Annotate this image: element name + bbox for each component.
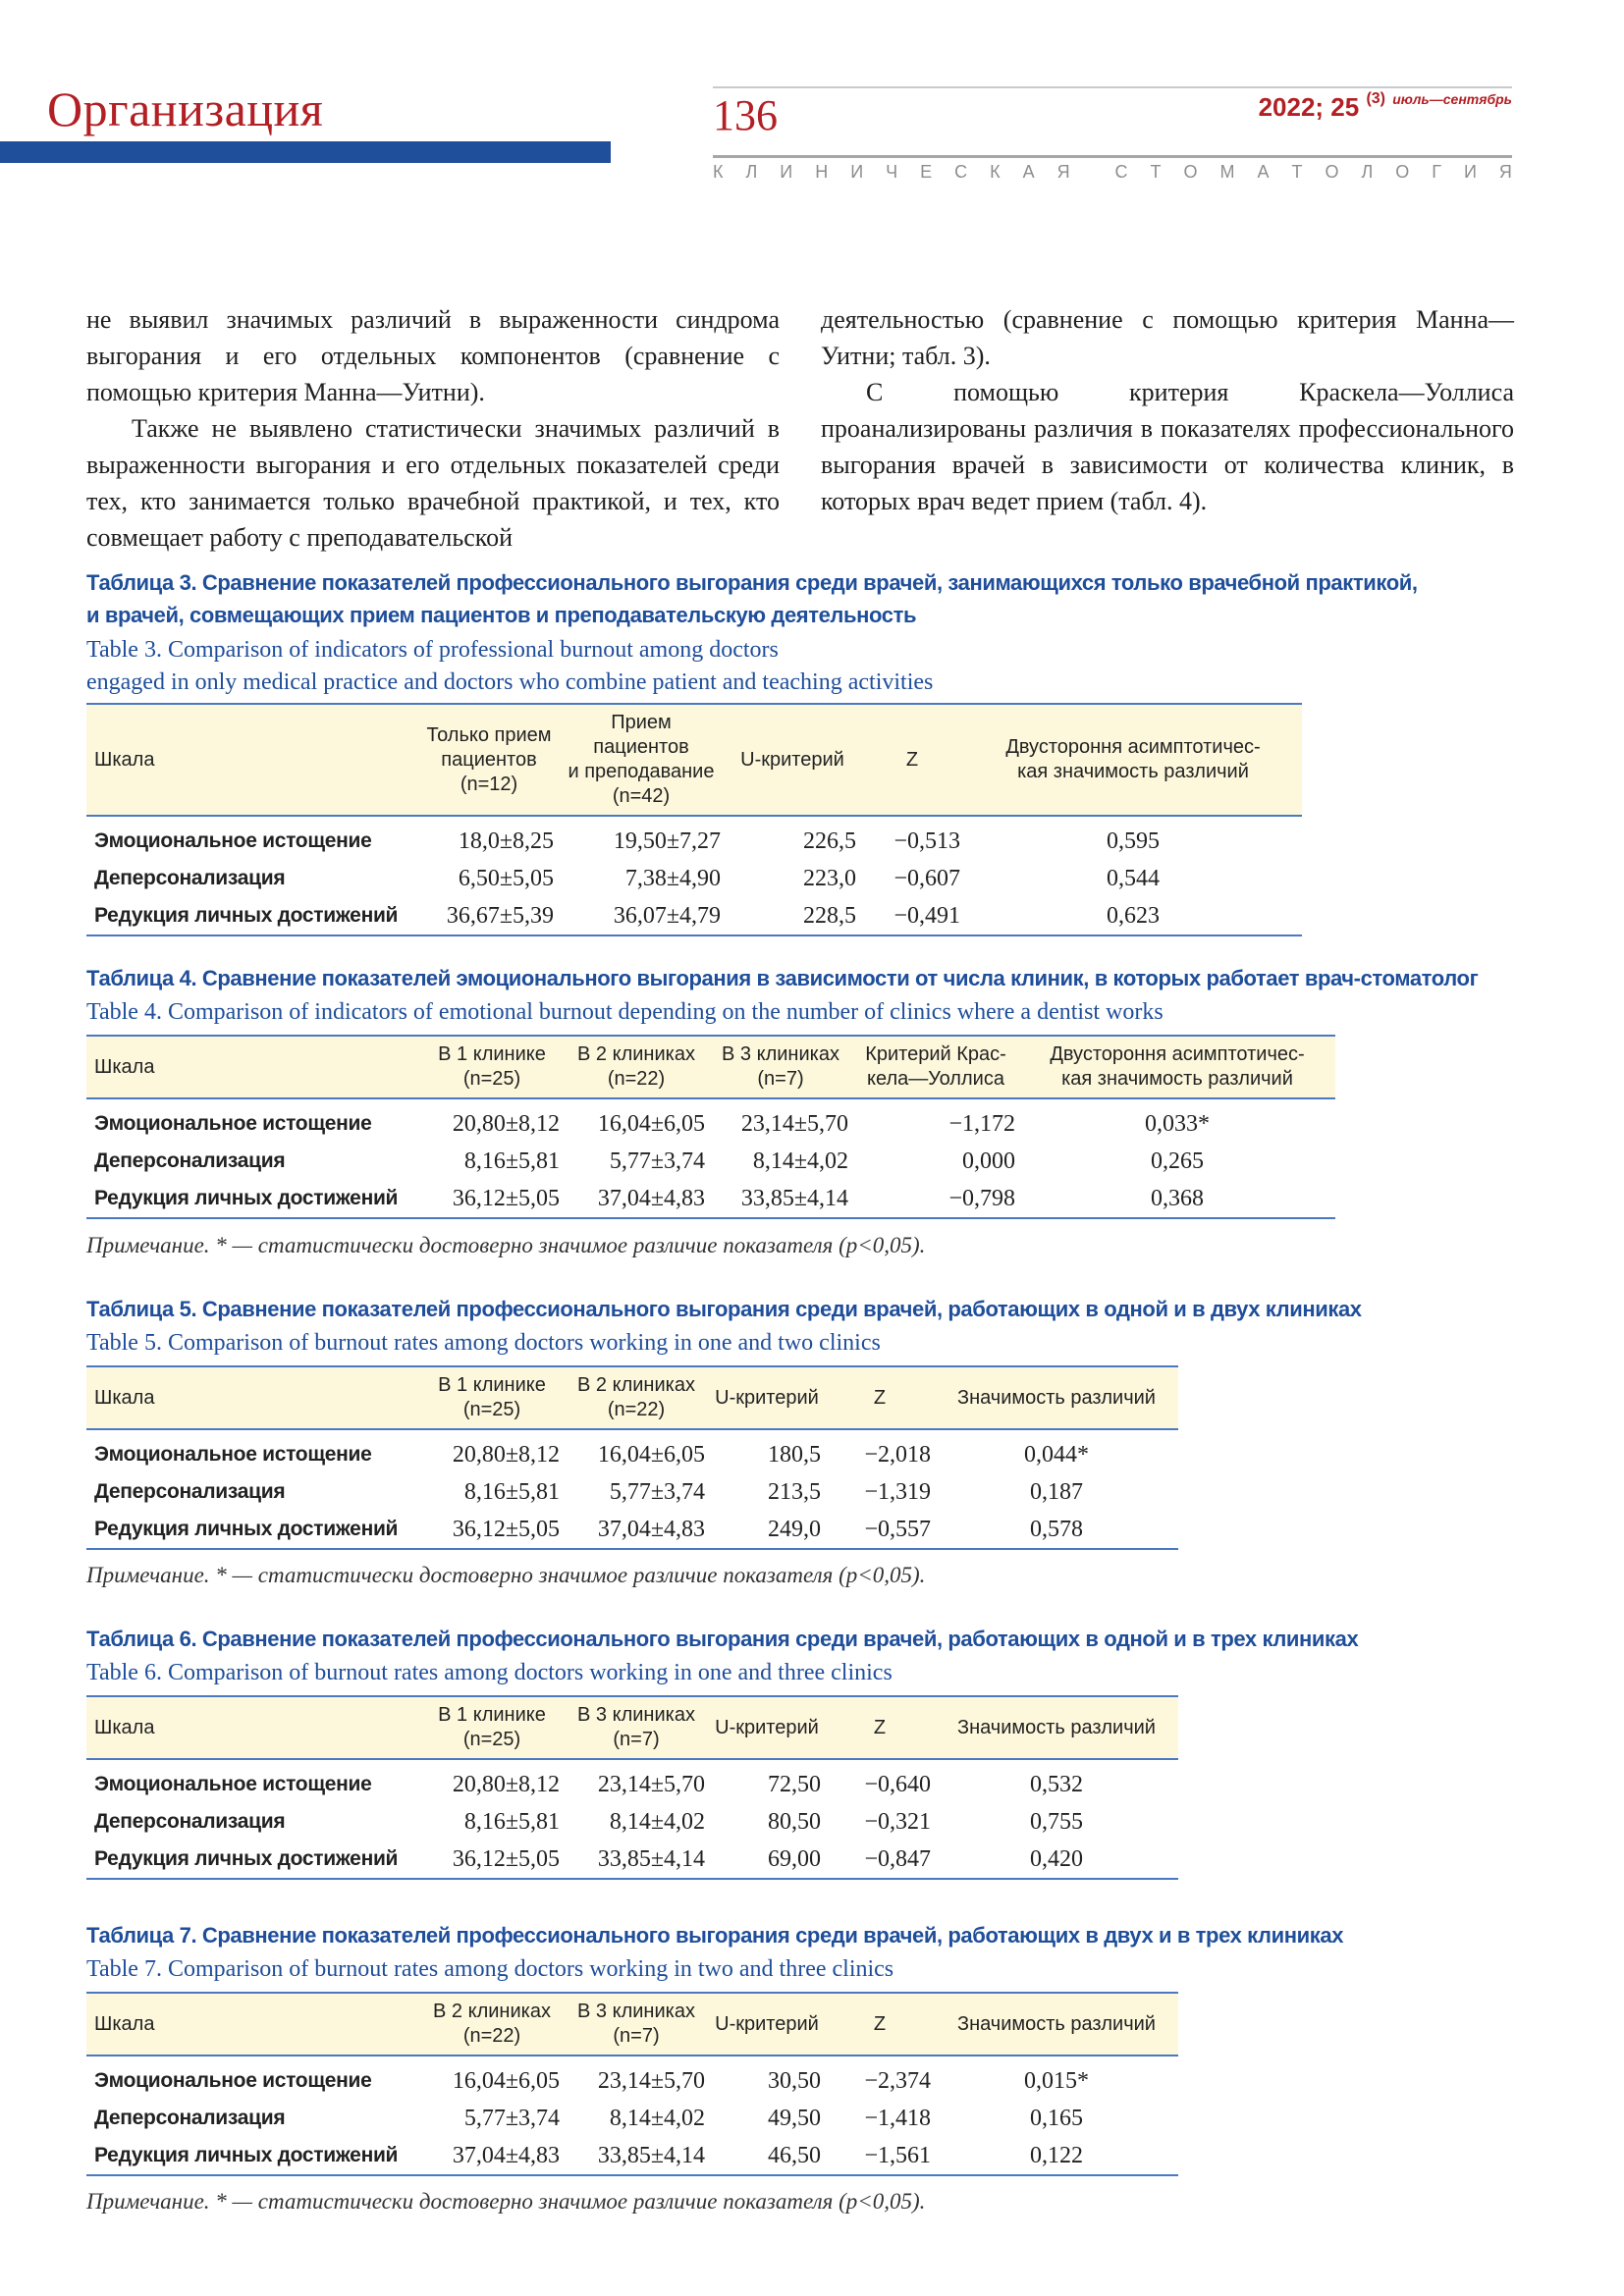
journal-letter: И (1464, 162, 1477, 182)
table-header-row (86, 1993, 1178, 2056)
table-row (86, 1511, 1178, 1549)
row-label: Деперсонализация (94, 1149, 286, 1172)
journal-letter: М (1219, 162, 1235, 182)
header-col-2: В 2 клиниках (n=22) (564, 1366, 709, 1429)
cell: 23,14±5,70 (597, 2067, 705, 2094)
header-col-2: В 2 клиниках (n=22) (564, 1036, 709, 1098)
table-3-caption-ru (86, 566, 1418, 631)
table-row (86, 2137, 1178, 2175)
header-u: U-критерий (709, 1993, 825, 2056)
cell: 33,85±4,14 (740, 1185, 848, 1211)
table-row (86, 1098, 1335, 1143)
cell: 69,00 (768, 1845, 821, 1872)
table-row (86, 1841, 1178, 1879)
header-col-1: В 2 клиниках (n=22) (420, 1993, 564, 2056)
table-7-caption-ru: Таблица 7. Сравнение показателей профессионального выгорания среди врачей, работающих в двух и в трех клиниках (86, 1923, 1344, 1948)
journal-letter: Т (1150, 162, 1162, 182)
header-scale: Шкала (86, 1696, 420, 1759)
caption-line: Таблица 3. Сравнение показателей профессионального выгорания среди врачей, занимающихся только врачебной практикой, (86, 570, 1418, 595)
body-paragraph: не выявил значимых различий в выраженности синдрома выгорания и его отдельных компонентов (сравнение с помощью критерия Манна—Уитни). (86, 305, 780, 406)
cell: 180,5 (768, 1441, 821, 1468)
header-significance: Двустороння асимптотичес- кая значимость различий (964, 704, 1302, 816)
cell: 226,5 (803, 828, 856, 854)
table-row (86, 2056, 1178, 2100)
cell: 0,544 (1107, 865, 1160, 891)
table-header-row (86, 1696, 1178, 1759)
header-scale: Шкала (86, 1036, 420, 1098)
cell: −1,561 (864, 2142, 931, 2168)
header-col-2: В 3 клиниках (n=7) (564, 1696, 709, 1759)
cell: 0,265 (1151, 1148, 1204, 1174)
cell: 18,0±8,25 (458, 828, 554, 854)
journal-letter: Ч (886, 162, 898, 182)
journal-name (713, 162, 1512, 183)
cell: 36,12±5,05 (452, 1845, 560, 1872)
row-label: Деперсонализация (94, 1480, 286, 1503)
cell: 0,755 (1030, 1808, 1083, 1835)
journal-letter: Г (1432, 162, 1442, 182)
cell: −1,418 (864, 2105, 931, 2131)
header-scale: Шкала (86, 1993, 420, 2056)
header-significance: Значимость различий (935, 1993, 1178, 2056)
journal-letter: Я (1498, 162, 1512, 182)
cell: −1,172 (948, 1110, 1015, 1137)
cell: 0,015* (1024, 2067, 1089, 2094)
table-header-row (86, 704, 1302, 816)
cell: 8,14±4,02 (609, 1808, 705, 1835)
header-col-3: В 3 клиниках (n=7) (709, 1036, 852, 1098)
header-col-2: Прием пациентов и преподавание (n=42) (558, 704, 725, 816)
row-label: Эмоциональное истощение (94, 1112, 372, 1135)
table-3-caption-en (86, 634, 933, 699)
cell: 23,14±5,70 (597, 1771, 705, 1797)
body-column-right (821, 301, 1514, 519)
cell: −0,607 (893, 865, 960, 891)
header-significance: Значимость различий (935, 1366, 1178, 1429)
cell: 0,595 (1107, 828, 1160, 854)
header-col-1: В 1 клинике (n=25) (420, 1696, 564, 1759)
journal-letter: И (850, 162, 864, 182)
header-z: Z (825, 1993, 935, 2056)
page-number: 136 (713, 91, 778, 139)
cell: 8,14±4,02 (752, 1148, 848, 1174)
table-5-caption-ru: Таблица 5. Сравнение показателей профессионального выгорания среди врачей, работающих в одной и в двух клиниках (86, 1297, 1362, 1321)
cell: 72,50 (768, 1771, 821, 1797)
row-label: Эмоциональное истощение (94, 1443, 372, 1466)
table-row (86, 1429, 1178, 1473)
header-rule (713, 155, 1512, 158)
header-u: U-критерий (709, 1366, 825, 1429)
table-row (86, 1473, 1178, 1511)
cell: 0,044* (1024, 1441, 1089, 1468)
journal-letter: К (990, 162, 1001, 182)
cell: 8,14±4,02 (609, 2105, 705, 2131)
caption-line: engaged in only medical practice and doctors who combine patient and teaching activities (86, 669, 934, 695)
cell: 23,14±5,70 (740, 1110, 848, 1137)
cell: 33,85±4,14 (597, 2142, 705, 2168)
table-4-note: Примечание. * — статистически достоверно значимое различие показателя (p<0,05). (86, 1233, 926, 1257)
header-scale: Шкала (86, 704, 420, 816)
table-row (86, 1803, 1178, 1841)
cell: 8,16±5,81 (463, 1808, 560, 1835)
journal-letter: Л (745, 162, 758, 182)
cell: 0,000 (962, 1148, 1015, 1174)
cell: 49,50 (768, 2105, 821, 2131)
table-row (86, 897, 1302, 935)
body-paragraph: Также не выявлено статистически значимых различий в выраженности выгорания и его отдельных показателей среди тех, кто занимается только врачебной практикой, и тех, кто совмещает работу с преподавательской (86, 414, 780, 552)
row-label: Редукция личных достижений (94, 904, 399, 927)
header-u: U-критерий (709, 1696, 825, 1759)
header-significance: Значимость различий (935, 1696, 1178, 1759)
table-6-caption-en: Table 6. Comparison of burnout rates among doctors working in one and three clinics (86, 1660, 893, 1685)
table-7-caption-en: Table 7. Comparison of burnout rates among doctors working in two and three clinics (86, 1956, 894, 1982)
table-header-row (86, 1036, 1335, 1098)
journal-letter: О (1325, 162, 1339, 182)
issue-months: июль—сентябрь (1392, 91, 1512, 107)
cell: 20,80±8,12 (452, 1441, 560, 1468)
header-kruskal: Критерий Крас- кела—Уоллиса (852, 1036, 1019, 1098)
journal-letter: А (1022, 162, 1035, 182)
issue-number: (3) (1366, 90, 1386, 107)
cell: 5,77±3,74 (463, 2105, 560, 2131)
journal-letter: О (1395, 162, 1410, 182)
cell: −0,513 (893, 828, 960, 854)
cell: −0,321 (864, 1808, 931, 1835)
header-z: Z (825, 1696, 935, 1759)
cell: 36,12±5,05 (452, 1516, 560, 1542)
cell: −1,319 (864, 1478, 931, 1505)
table-row (86, 1759, 1178, 1803)
cell: 80,50 (768, 1808, 821, 1835)
journal-letter: И (780, 162, 793, 182)
header-significance: Двустороння асимптотичес- кая значимость различий (1019, 1036, 1335, 1098)
header-u: U-критерий (725, 704, 860, 816)
table-5-note: Примечание. * — статистически достоверно значимое различие показателя (p<0,05). (86, 1563, 926, 1587)
body-paragraph: С помощью критерия Краскела—Уоллиса проанализированы различия в показателях профессионального выгорания врачей в зависимости от количества клиник, в которых врач ведет прием (табл. 4). (821, 378, 1514, 515)
table-5 (86, 1365, 1178, 1550)
row-label: Редукция личных достижений (94, 1847, 399, 1870)
cell: 37,04±4,83 (597, 1516, 705, 1542)
cell: 20,80±8,12 (452, 1771, 560, 1797)
cell: −0,640 (864, 1771, 931, 1797)
cell: 30,50 (768, 2067, 821, 2094)
row-label: Деперсонализация (94, 2107, 286, 2129)
cell: 37,04±4,83 (597, 1185, 705, 1211)
header-col-1: В 1 клинике (n=25) (420, 1366, 564, 1429)
table-7-note: Примечание. * — статистически достоверно значимое различие показателя (p<0,05). (86, 2189, 926, 2214)
cell: 5,77±3,74 (609, 1478, 705, 1505)
table-row (86, 1180, 1335, 1218)
cell: 0,122 (1030, 2142, 1083, 2168)
row-label: Редукция личных достижений (94, 1518, 399, 1540)
cell: −2,374 (864, 2067, 931, 2094)
row-label: Деперсонализация (94, 1810, 286, 1833)
cell: 19,50±7,27 (613, 828, 721, 854)
body-paragraph: деятельностью (сравнение с помощью критерия Манна—Уитни; табл. 3). (821, 305, 1514, 370)
section-accent-bar (0, 141, 611, 163)
table-6-caption-ru: Таблица 6. Сравнение показателей профессионального выгорания среди врачей, работающих в одной и в трех клиниках (86, 1627, 1359, 1651)
cell: 0,623 (1107, 902, 1160, 929)
cell: 16,04±6,05 (597, 1441, 705, 1468)
cell: 46,50 (768, 2142, 821, 2168)
journal-letter: Н (815, 162, 829, 182)
cell: 37,04±4,83 (452, 2142, 560, 2168)
table-row (86, 2100, 1178, 2137)
table-4 (86, 1035, 1335, 1219)
table-header-row (86, 1366, 1178, 1429)
journal-letter: С (1114, 162, 1128, 182)
header-z: Z (825, 1366, 935, 1429)
journal-letter: К (713, 162, 724, 182)
table-4-caption-en: Table 4. Comparison of indicators of emotional burnout depending on the number of clinics where a dentist works (86, 999, 1164, 1025)
cell: 36,67±5,39 (446, 902, 554, 929)
cell: 33,85±4,14 (597, 1845, 705, 1872)
table-3 (86, 703, 1302, 936)
header-col-1: В 1 клинике (n=25) (420, 1036, 564, 1098)
issue-year-volume: 2022; 25 (1258, 92, 1360, 122)
cell: 0,187 (1030, 1478, 1083, 1505)
cell: 8,16±5,81 (463, 1478, 560, 1505)
cell: 0,420 (1030, 1845, 1083, 1872)
cell: 0,532 (1030, 1771, 1083, 1797)
cell: 228,5 (803, 902, 856, 929)
header-top-rule (713, 86, 1512, 88)
table-row (86, 1143, 1335, 1180)
cell: −2,018 (864, 1441, 931, 1468)
row-label: Редукция личных достижений (94, 2144, 399, 2166)
row-label: Эмоциональное истощение (94, 1773, 372, 1795)
row-label: Эмоциональное истощение (94, 829, 372, 852)
cell: 16,04±6,05 (452, 2067, 560, 2094)
issue-info (1259, 92, 1512, 123)
journal-letter: Л (1361, 162, 1374, 182)
cell: 0,578 (1030, 1516, 1083, 1542)
cell: 249,0 (768, 1516, 821, 1542)
cell: −0,847 (864, 1845, 931, 1872)
header-col-2: В 3 клиниках (n=7) (564, 1993, 709, 2056)
journal-letter: С (954, 162, 968, 182)
cell: 8,16±5,81 (463, 1148, 560, 1174)
journal-letter: Е (920, 162, 933, 182)
cell: 213,5 (768, 1478, 821, 1505)
table-4-caption-ru: Таблица 4. Сравнение показателей эмоционального выгорания в зависимости от числа клиник, в которых работает врач-стоматолог (86, 966, 1479, 990)
cell: 0,165 (1030, 2105, 1083, 2131)
cell: 16,04±6,05 (597, 1110, 705, 1137)
journal-letter: Я (1056, 162, 1070, 182)
section-title: Организация (47, 81, 324, 136)
cell: −0,491 (893, 902, 960, 929)
cell: −0,798 (948, 1185, 1015, 1211)
table-row (86, 816, 1302, 860)
journal-letter: А (1257, 162, 1270, 182)
caption-line: и врачей, совмещающих прием пациентов и преподавательскую деятельность (86, 603, 917, 627)
cell: 6,50±5,05 (458, 865, 554, 891)
header-scale: Шкала (86, 1366, 420, 1429)
header-z: Z (860, 704, 964, 816)
table-5-caption-en: Table 5. Comparison of burnout rates among doctors working in one and two clinics (86, 1330, 881, 1356)
body-column-left (86, 301, 780, 556)
cell: −0,557 (864, 1516, 931, 1542)
cell: 36,07±4,79 (613, 902, 721, 929)
cell: 0,033* (1145, 1110, 1210, 1137)
journal-letter: О (1183, 162, 1198, 182)
row-label: Деперсонализация (94, 867, 286, 889)
cell: 36,12±5,05 (452, 1185, 560, 1211)
header-col-1: Только прием пациентов (n=12) (420, 704, 558, 816)
table-7 (86, 1992, 1178, 2176)
table-6 (86, 1695, 1178, 1880)
cell: 20,80±8,12 (452, 1110, 560, 1137)
row-label: Редукция личных достижений (94, 1187, 399, 1209)
table-row (86, 860, 1302, 897)
caption-line: Table 3. Comparison of indicators of professional burnout among doctors (86, 637, 779, 663)
cell: 223,0 (803, 865, 856, 891)
cell: 0,368 (1151, 1185, 1204, 1211)
cell: 7,38±4,90 (624, 865, 721, 891)
row-label: Эмоциональное истощение (94, 2069, 372, 2092)
cell: 5,77±3,74 (609, 1148, 705, 1174)
journal-letter: Т (1291, 162, 1303, 182)
